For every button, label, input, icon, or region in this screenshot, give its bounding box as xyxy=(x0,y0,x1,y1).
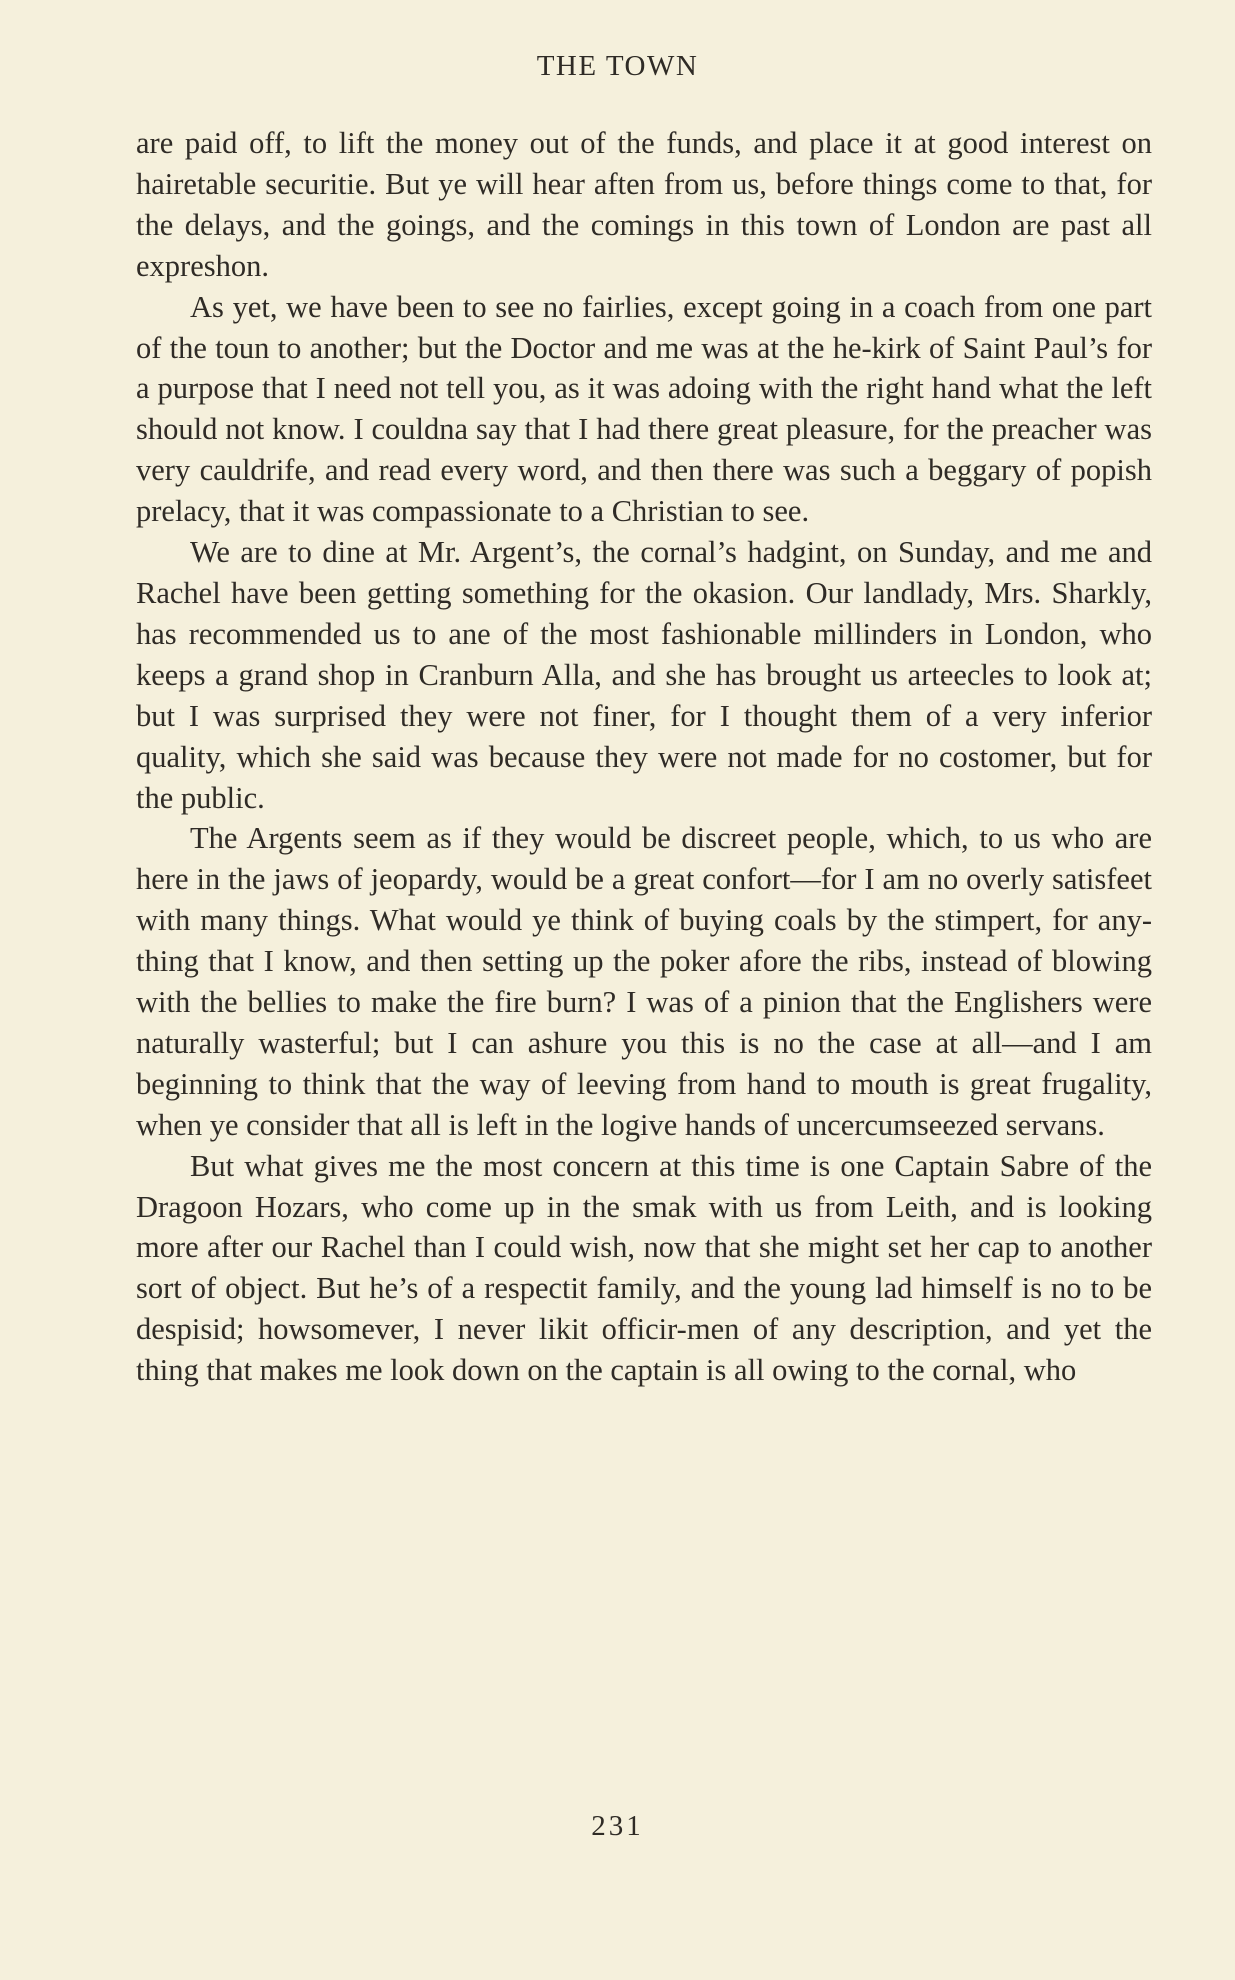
paragraph-2: As yet, we have been to see no fairlies, except going in a coach from one part of the toun to another; but the Doctor and me was at the he-kirk of Saint Paul’s for a purpose that I need not tell you, as it was adoing with the right hand what the left should not know. I couldna say that I had there great pleasure, for the preacher was very cauldrife, and read every word, and then there was such a beggary of popish prelacy, that it was compassionate to a Christian to see. xyxy=(136,289,1152,529)
paragraph-5: But what gives me the most concern at this time is one Captain Sabre of the Dragoon Hozars, who come up in the smak with us from Leith, and is looking more after our Rachel than I could wish, now that she might set her cap to another sort of object. But he’s of a respectit family, and the young lad himself is no to be despisid; howsomever, I never likit officir-men of any description, and yet the thing that makes me look down on the captain is all owing to the cornal, who xyxy=(136,1148,1152,1388)
body-text xyxy=(136,123,1152,1391)
paragraph-1: are paid off, to lift the money out of the funds, and place it at good interest on hairetable securitie. But ye will hear aften from us, before things come to that, for the delays, and the goings, and the comings in this town of London are past all expreshon. xyxy=(136,126,1152,283)
running-head: THE TOWN xyxy=(536,50,699,82)
page-number: 231 xyxy=(591,1810,644,1842)
paragraph-3: We are to dine at Mr. Argent’s, the cornal’s hadgint, on Sunday, and me and Rachel have been getting something for the okasion. Our landlady, Mrs. Sharkly, has recommended us to ane of the most fashionable millinders in London, who keeps a grand shop in Cranburn Alla, and she has brought us arteecles to look at; but I was surprised they were not finer, for I thought them of a very inferior quality, which she said was because they were not made for no costomer, but for the public. xyxy=(136,535,1152,815)
paragraph-4: The Argents seem as if they would be discreet people, which, to us who are here in the jaws of jeopardy, would be a great confort—for I am no overly satisfeet with many things. What would ye think of buying coals by the stimpert, for any-thing that I know, and then setting up the poker afore the ribs, instead of blowing with the bellies to make the fire burn? I was of a pinion that the Englishers were naturally wasterful; but I can ashure you this is no the case at all—and I am beginning to think that the way of leeving from hand to mouth is great frugality, when ye consider that all is left in the logive hands of uncercumseezed servans. xyxy=(136,821,1152,1142)
